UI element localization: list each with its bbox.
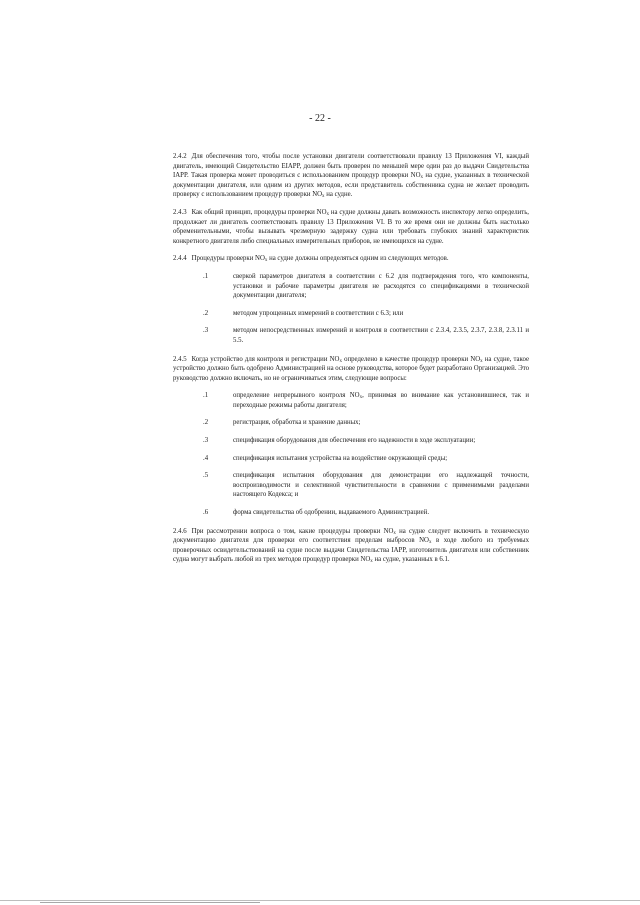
page-number: - 22 - [309,113,331,124]
list-item-text: спецификация оборудования для обеспечения его надежности в ходе эксплуатации; [233,437,476,445]
subscript-x: x [326,211,329,217]
subscript-x: x [393,530,396,536]
list-item [173,454,529,464]
list-item [173,272,529,301]
list-item-text: методом непосредственных измерений и контроля в соответствии с 2.3.4, 2.3.5, 2.3.7, 2.3.8, 2.3.11 и 5.5. [233,327,529,344]
list-item [173,309,529,319]
document-body [173,152,529,573]
list-item-number: .5 [203,472,209,480]
list-item-number: .4 [203,454,209,462]
list-item [173,326,529,345]
paragraph-2-4-3 [173,208,529,246]
paragraph-2-4-6 [173,527,529,565]
paragraph-number: 2.4.3 [173,208,187,216]
paragraph-number: 2.4.2 [173,153,187,160]
list-item-text: сверкой параметров двигателя в соответствии с 6.2 для подтверждения того, что компоненты, установки и рабочие параметры двигателя не расходятся со спецификациями в технической документации двигателя; [233,272,529,300]
list-item-number: .6 [203,509,209,517]
list-item-text: регистрация, обработка и хранение данных; [233,419,361,427]
subscript-x: x [370,559,373,565]
list-2-4-4 [173,272,529,346]
paragraph-text: Как общий принцип, процедуры проверки $NO_x$ на судне должны давать возможность инспектору легко определить, продолжает ли двигатель соответствовать правилу 13 Приложения VI. В то же время они не должны быть настолько обременительными, чтобы вызывать чрезмерную задержку судна или требовать глубоких знаний характеристик конкретного двигателя либо специальных измерительных приборов, не имеющихся на судне. [173,208,530,245]
scan-edge-line [40,902,260,903]
list-item-number: .1 [203,392,209,400]
list-2-4-5 [173,391,529,517]
paragraph-text: При рассмотрении вопроса о том, какие процедуры проверки $NO_x$ на судне следует включить в техническую документацию двигателя для проверки его соответствия пределам выбросов $NO_x$ в ходе любого из требуемых проверочных освидетельствований на судне после выдачи Свидетельства IAPP, изготовитель двигателя или собственник судна могут выбрать любой из трех методов процедур проверки $NO_x$ на судне, указанных в 6.1. [173,527,529,565]
list-item-number: .3 [203,437,209,445]
list-item-number: .2 [203,309,209,317]
paragraph-2-4-4 [173,254,529,264]
list-item-number: .2 [203,419,209,427]
subscript-x: x [264,258,268,264]
paragraph-number: 2.4.5 [173,355,187,363]
list-item-text: форма свидетельства об одобрении, выдаваемого Администрацией. [233,509,430,517]
paragraph-text: Когда устройство для контроля и регистрации $NO_x$ определено в качестве процедур проверки $NO_x$ на судне, такое устройство должно быть одобрено Администрацией на основе руководства, которое будет разработано Организацией. Это руководство должно включать, но не ограничиваться этим, следующие вопросы: [173,355,529,382]
list-item [173,391,529,410]
subscript-x: x [339,358,342,364]
list-item [173,471,529,500]
scan-edge-line [0,900,640,901]
subscript-x: x [480,358,483,364]
subscript-x: x [322,194,325,200]
list-item-text: спецификация испытания устройства на воздействие окружающей среды; [233,454,448,462]
paragraph-2-4-2 [173,152,529,200]
list-item [173,436,529,446]
paragraph-2-4-5 [173,355,529,384]
list-item-number: .3 [203,327,209,335]
list-item [173,418,529,428]
paragraph-number: 2.4.6 [173,527,187,535]
paragraph-text: Для обеспечения того, чтобы после установки двигатели соответствовали правилу 13 Приложения VI, каждый двигатель, имеющий Свидетельство EIAPP, должен быть проверен по меньшей мере один раз до выдачи Свидетельства IAPP. Такая проверка может проводиться с использованием процедур проверки $NO_x$ на судне, указанных в технической документации двигателя, или одним из других методов, если представитель собственника судна не желает проводить проверку с использованием процедур проверки $NO_x$ на судне. [173,153,530,200]
list-item-text: методом упрощенных измерений в соответствии с 6.3; или [233,309,404,317]
paragraph-number: 2.4.4 [173,255,187,263]
subscript-x: x [359,395,363,401]
list-item-text: определение непрерывного контроля $NO_x$, принимая во внимание как установившиеся, так и переходные режимы работы двигателя; [233,392,530,409]
list-item [173,508,529,518]
list-item-text: спецификация испытания оборудования для демонстрации его надлежащей точности, воспроизводимости и селективной чувствительности в сравнении с применимыми разделами настоящего Кодекса; и [233,472,529,499]
subscript-x: x [428,540,432,546]
list-item-number: .1 [203,272,209,280]
subscript-x: x [420,175,423,181]
paragraph-text: Процедуры проверки $NO_x$ на судне должны определяться одним из следующих методов. [191,255,449,264]
